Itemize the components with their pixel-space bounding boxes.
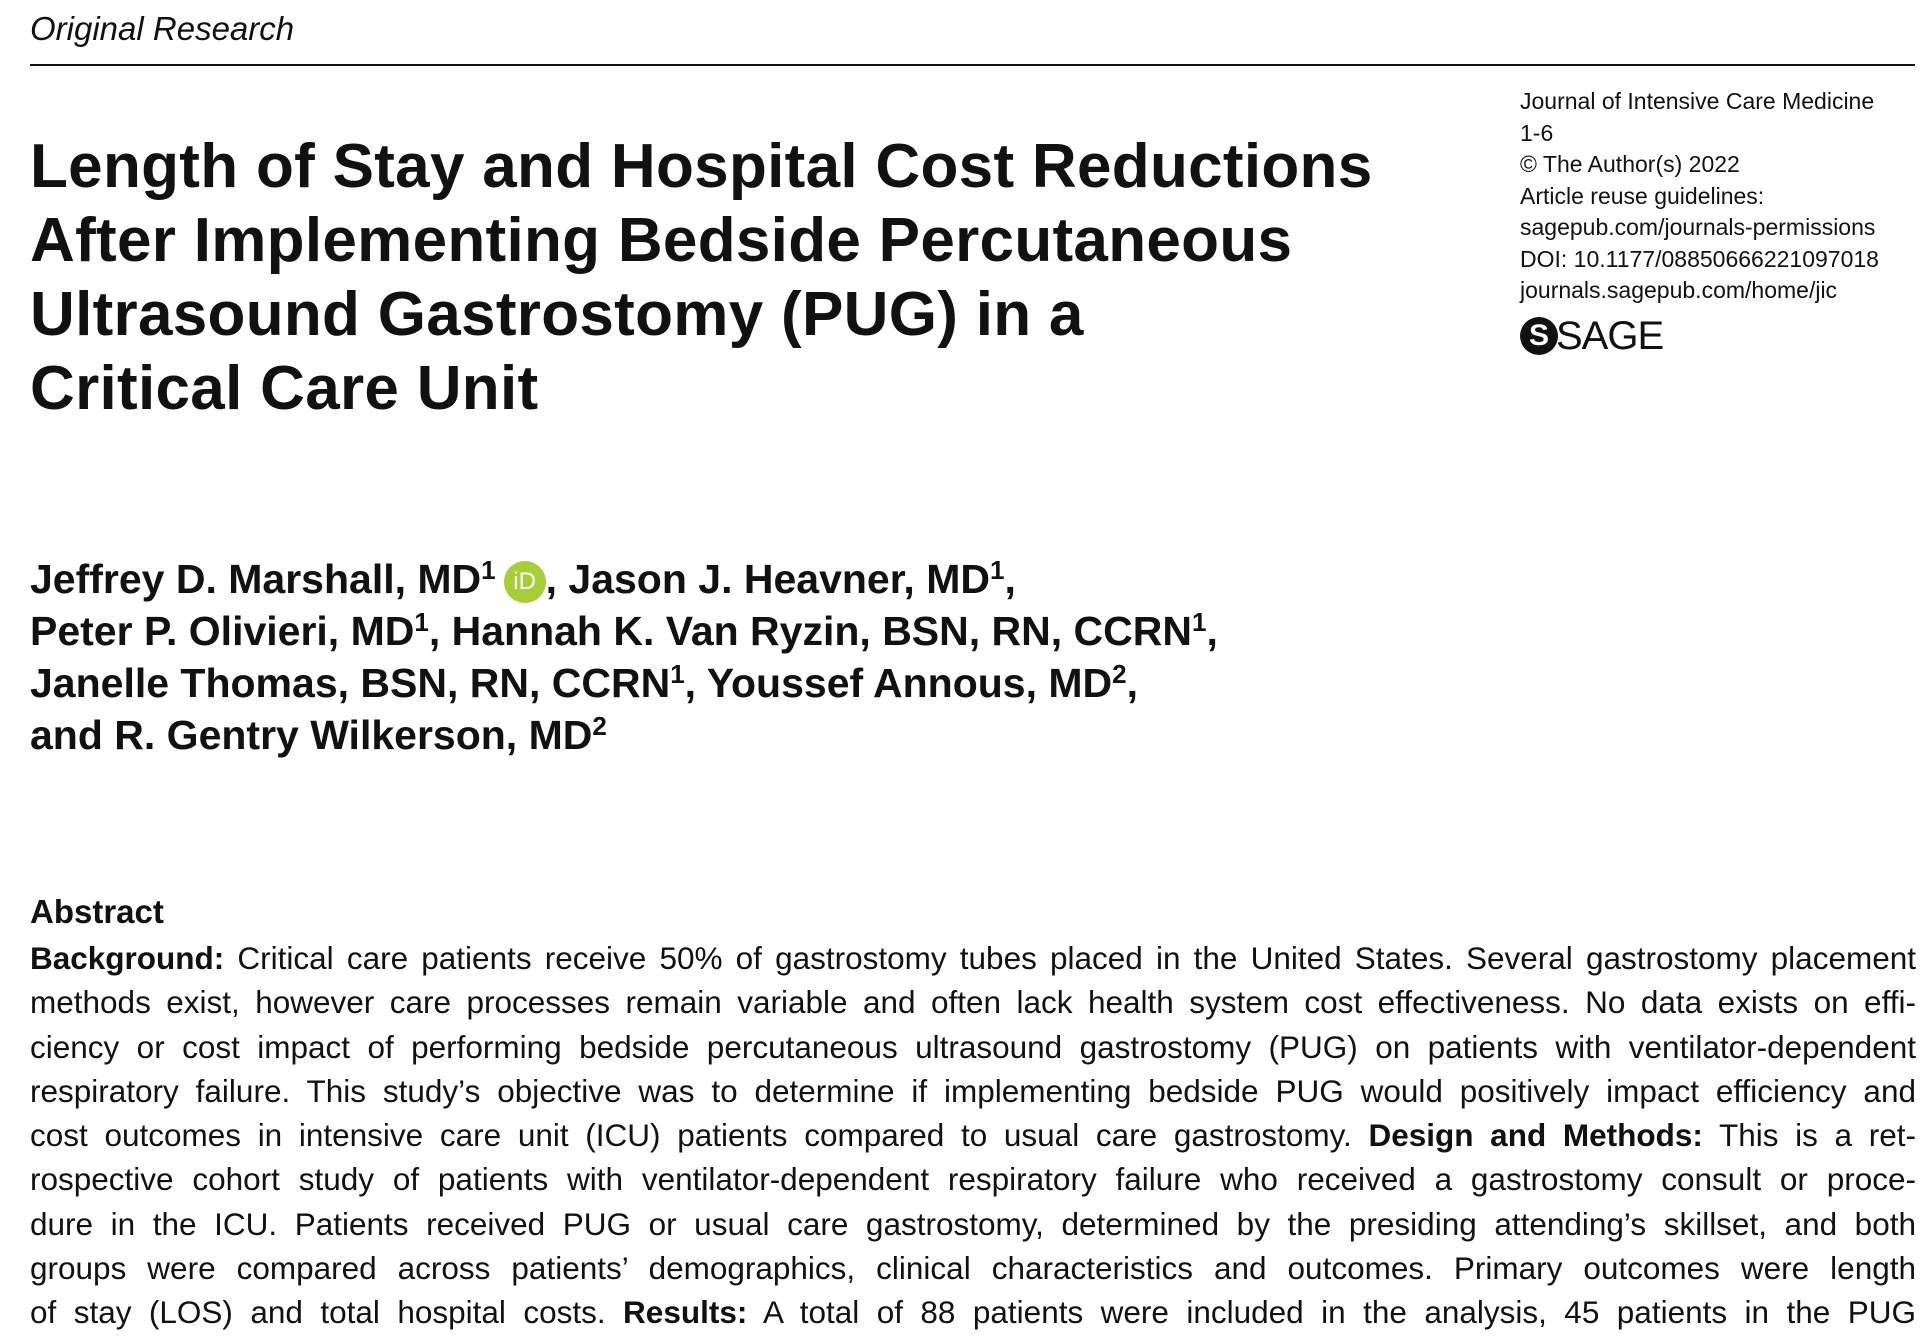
affiliation-marker: 1 bbox=[1191, 607, 1207, 637]
title-line: Length of Stay and Hospital Cost Reductions bbox=[30, 132, 1373, 201]
copyright-notice: © The Author(s) 2022 bbox=[1520, 151, 1740, 177]
author-line bbox=[30, 605, 1530, 657]
journal-name: Journal of Intensive Care Medicine bbox=[1520, 88, 1875, 114]
abstract-line: rospective cohort study of patients with ventilator-dependent respiratory failure who received a gastrostomy consult or proce- bbox=[30, 1161, 1916, 1198]
author-name: Jeffrey D. Marshall, MD bbox=[30, 556, 482, 602]
orcid-icon[interactable]: iD bbox=[504, 561, 546, 603]
affiliation-marker: 2 bbox=[1112, 659, 1127, 689]
reuse-link[interactable]: sagepub.com/journals-permissions bbox=[1520, 214, 1876, 240]
abstract-line: dure in the ICU. Patients received PUG or usual care gastrostomy, determined by the presiding attending’s skillset, and both bbox=[30, 1205, 1916, 1242]
affiliation-marker: 2 bbox=[592, 711, 607, 741]
doi-link[interactable]: DOI: 10.1177/08850666221097018 bbox=[1520, 245, 1879, 272]
abstract-line: ciency or cost impact of performing bedside percutaneous ultrasound gastrostomy (PUG) on patients with ventilator-dependent bbox=[30, 1028, 1916, 1065]
abstract-text: This is a ret- bbox=[1702, 1117, 1917, 1154]
abstract-text: A total of 88 patients were included in the analysis, 45 patients in the PUG bbox=[747, 1294, 1916, 1331]
abstract-text: of stay (LOS) and total hospital costs. bbox=[30, 1294, 624, 1331]
author-name: Peter P. Olivieri, MD bbox=[30, 608, 415, 654]
page-range: 1-6 bbox=[1520, 119, 1554, 146]
title-line: Critical Care Unit bbox=[30, 354, 539, 423]
abstract-section-label: Background: bbox=[30, 940, 225, 976]
journal-homepage-link[interactable]: journals.sagepub.com/home/jic bbox=[1520, 277, 1838, 303]
journal-meta bbox=[1520, 86, 1920, 307]
reuse-label: Article reuse guidelines: bbox=[1520, 182, 1765, 209]
affiliation-marker: 1 bbox=[989, 555, 1005, 585]
author-name: and R. Gentry Wilkerson, MD bbox=[30, 712, 593, 758]
abstract-line bbox=[30, 1113, 1916, 1157]
title-line: After Implementing Bedside Percutaneous bbox=[30, 206, 1293, 275]
abstract-line: methods exist, however care processes remain variable and often lack health system cost effectiveness. No data exists on effi- bbox=[30, 984, 1916, 1021]
abstract-text: cost outcomes in intensive care unit (ICU) patients compared to usual care gastrostomy. bbox=[30, 1117, 1369, 1154]
abstract-line bbox=[30, 936, 1916, 980]
header-rule bbox=[30, 64, 1915, 66]
abstract-text: Critical care patients receive 50% of gastrostomy tubes placed in the United States. Several gastrostomy placement bbox=[224, 940, 1916, 976]
abstract-section-label: Design and Methods: bbox=[1368, 1117, 1703, 1154]
author-line bbox=[30, 657, 1530, 709]
author-name: Janelle Thomas, BSN, RN, CCRN bbox=[30, 660, 671, 706]
sage-logo-text: SAGE bbox=[1556, 313, 1664, 358]
article-title bbox=[30, 130, 1470, 426]
article-type-label: Original Research bbox=[30, 10, 295, 47]
separator: , bbox=[1126, 660, 1139, 706]
author-name: , Hannah K. Van Ryzin, BSN, RN, CCRN bbox=[428, 608, 1192, 654]
title-line: Ultrasound Gastrostomy (PUG) in a bbox=[30, 280, 1084, 349]
author-name: , Youssef Annous, MD bbox=[684, 660, 1113, 706]
affiliation-marker: 1 bbox=[481, 555, 496, 585]
author-line bbox=[30, 553, 1530, 605]
abstract-line: groups were compared across patients’ demographics, clinical characteristics and outcomes. Primary outcomes were length bbox=[30, 1250, 1916, 1287]
sage-s-icon: S bbox=[1520, 317, 1558, 355]
author-list bbox=[30, 553, 1530, 761]
abstract-section-label: Results: bbox=[623, 1294, 748, 1331]
abstract-line bbox=[30, 1290, 1916, 1334]
sage-logo bbox=[1520, 312, 1663, 360]
separator: , bbox=[1206, 608, 1218, 654]
author-name: , Jason J. Heavner, MD bbox=[545, 556, 990, 602]
abstract-line: respiratory failure. This study’s objective was to determine if implementing bedside PUG would positively impact efficiency and bbox=[30, 1072, 1916, 1109]
affiliation-marker: 1 bbox=[414, 607, 429, 637]
abstract-body bbox=[30, 936, 1916, 1335]
author-line bbox=[30, 709, 1530, 761]
separator: , bbox=[1004, 556, 1016, 602]
affiliation-marker: 1 bbox=[670, 659, 685, 689]
abstract-heading: Abstract bbox=[30, 893, 164, 930]
